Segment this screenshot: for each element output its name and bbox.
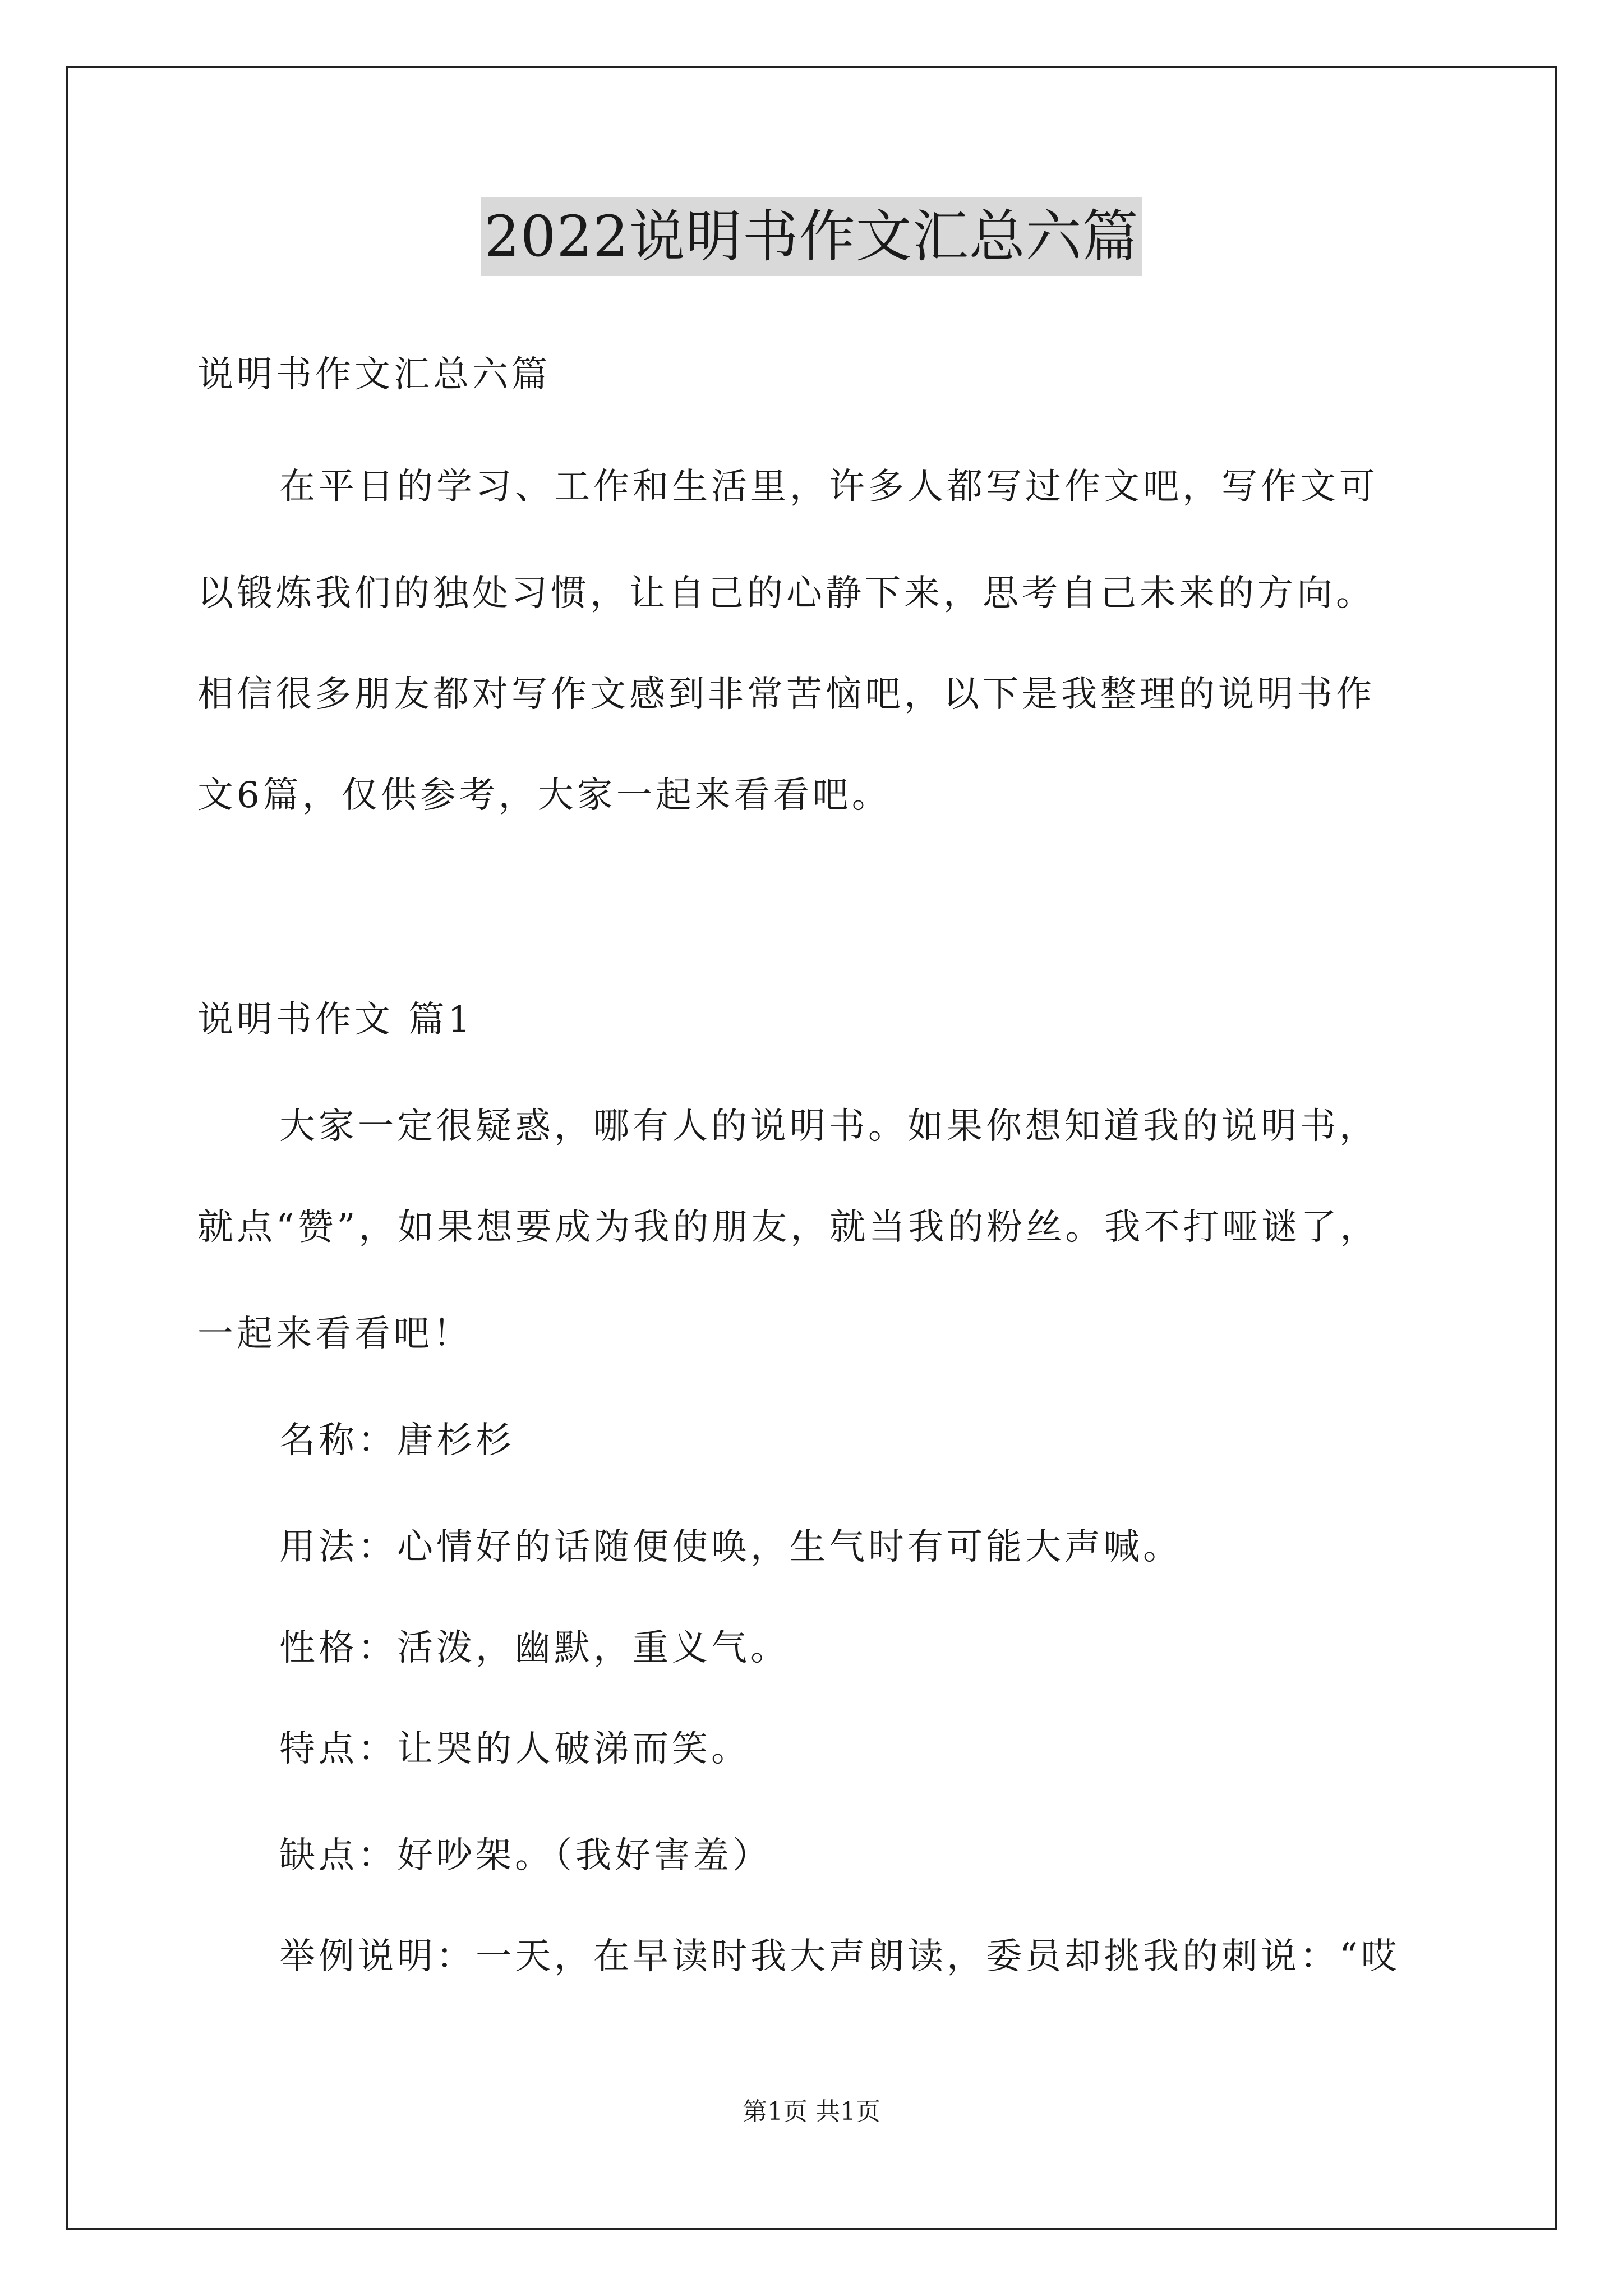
intro-line: 相信很多朋友都对写作文感到非常苦恼吧，以下是我整理的说明书作 [197,674,1375,715]
body-line: 名称：唐杉杉 [279,1420,515,1461]
page-footer: 第1页 共1页 [743,2097,880,2126]
body-line: 用法：心情好的话随便使唤，生气时有可能大声喊。 [279,1526,1182,1568]
body-line: 缺点：好吵架。（我好害羞） [279,1835,772,1876]
intro-line: 在平日的学习、工作和生活里，许多人都写过作文吧，写作文可 [279,466,1378,508]
body-line: 就点“赞”，如果想要成为我的朋友，就当我的粉丝。我不打哑谜了， [197,1207,1380,1248]
title-container [0,197,1623,276]
body-line: 性格：活泼，幽默，重义气。 [279,1627,790,1669]
body-line: 大家一定很疑惑，哪有人的说明书。如果你想知道我的说明书， [279,1106,1378,1147]
body-line: 一起来看看吧！ [197,1313,472,1355]
document-title: 2022说明书作文汇总六篇 [481,197,1142,276]
body-line: 特点：让哭的人破涕而笑。 [279,1728,750,1770]
body-line: 举例说明：一天，在早读时我大声朗读，委员却挑我的刺说：“哎 [279,1936,1400,1977]
section-heading: 说明书作文 篇1 [197,999,474,1041]
intro-line: 以锻炼我们的独处习惯，让自己的心静下来，思考自己未来的方向。 [197,573,1375,614]
intro-line: 文6篇，仅供参考，大家一起来看看吧。 [197,775,891,816]
document-subtitle: 说明书作文汇总六篇 [197,354,551,395]
